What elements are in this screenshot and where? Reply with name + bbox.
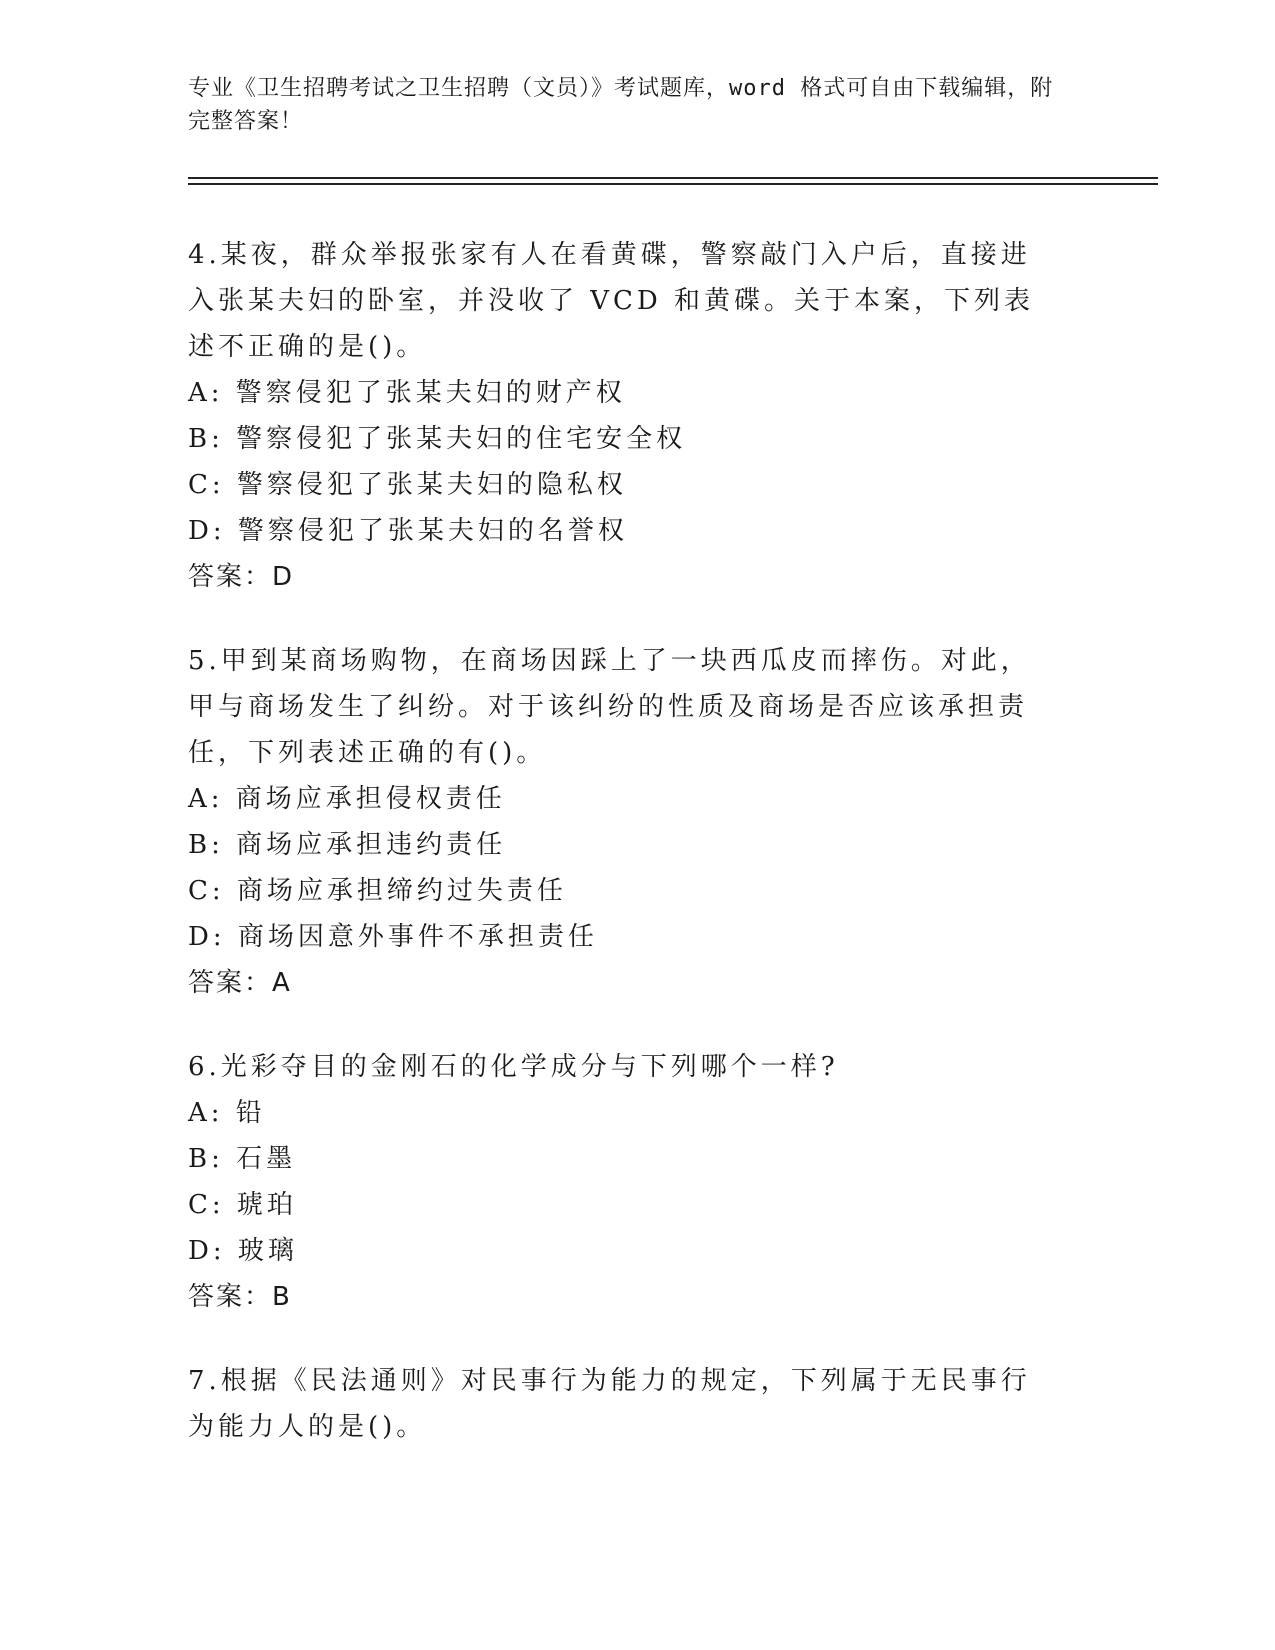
answer-line: 答案：B: [188, 1282, 292, 1312]
option-b: B: 商场应承担违约责任: [188, 830, 507, 860]
option-a: A: 商场应承担侵权责任: [188, 784, 506, 814]
answer-line: 答案：D: [188, 562, 295, 592]
question-4: [188, 232, 1068, 600]
option-c: C: 商场应承担缔约过失责任: [188, 876, 567, 906]
option-d: D: 商场因意外事件不承担责任: [188, 922, 598, 952]
header-divider-bottom: [188, 183, 1158, 185]
question-list: [188, 232, 1068, 1488]
document-header: 专业《卫生招聘考试之卫生招聘（文员）》考试题库，word 格式可自由下载编辑，附完整答案！: [188, 76, 1054, 134]
option-c: C: 琥珀: [188, 1190, 297, 1220]
option-a: A: 铅: [188, 1098, 266, 1128]
answer-line: 答案：A: [188, 968, 292, 998]
question-stem: 7.根据《民法通则》对民事行为能力的规定，下列属于无民事行为能力人的是()。: [188, 1366, 1031, 1442]
option-b: B: 石墨: [188, 1144, 297, 1174]
option-d: D: 玻璃: [188, 1236, 298, 1266]
option-d: D: 警察侵犯了张某夫妇的名誉权: [188, 516, 628, 546]
question-stem: 6.光彩夺目的金刚石的化学成分与下列哪个一样?: [188, 1052, 839, 1082]
option-c: C: 警察侵犯了张某夫妇的隐私权: [188, 470, 627, 500]
question-5: [188, 638, 1068, 1006]
question-7: [188, 1358, 1068, 1450]
option-a: A: 警察侵犯了张某夫妇的财产权: [188, 378, 626, 408]
question-6: [188, 1044, 1068, 1320]
option-b: B: 警察侵犯了张某夫妇的住宅安全权: [188, 424, 687, 454]
question-stem: 5.甲到某商场购物，在商场因踩上了一块西瓜皮而摔伤。对此，甲与商场发生了纠纷。对于该纠纷的性质及商场是否应该承担责任，下列表述正确的有()。: [188, 646, 1031, 768]
header-divider-top: [188, 177, 1158, 179]
question-stem: 4.某夜，群众举报张家有人在看黄碟，警察敲门入户后，直接进入张某夫妇的卧室，并没收了 VCD 和黄碟。关于本案，下列表述不正确的是()。: [188, 240, 1035, 362]
